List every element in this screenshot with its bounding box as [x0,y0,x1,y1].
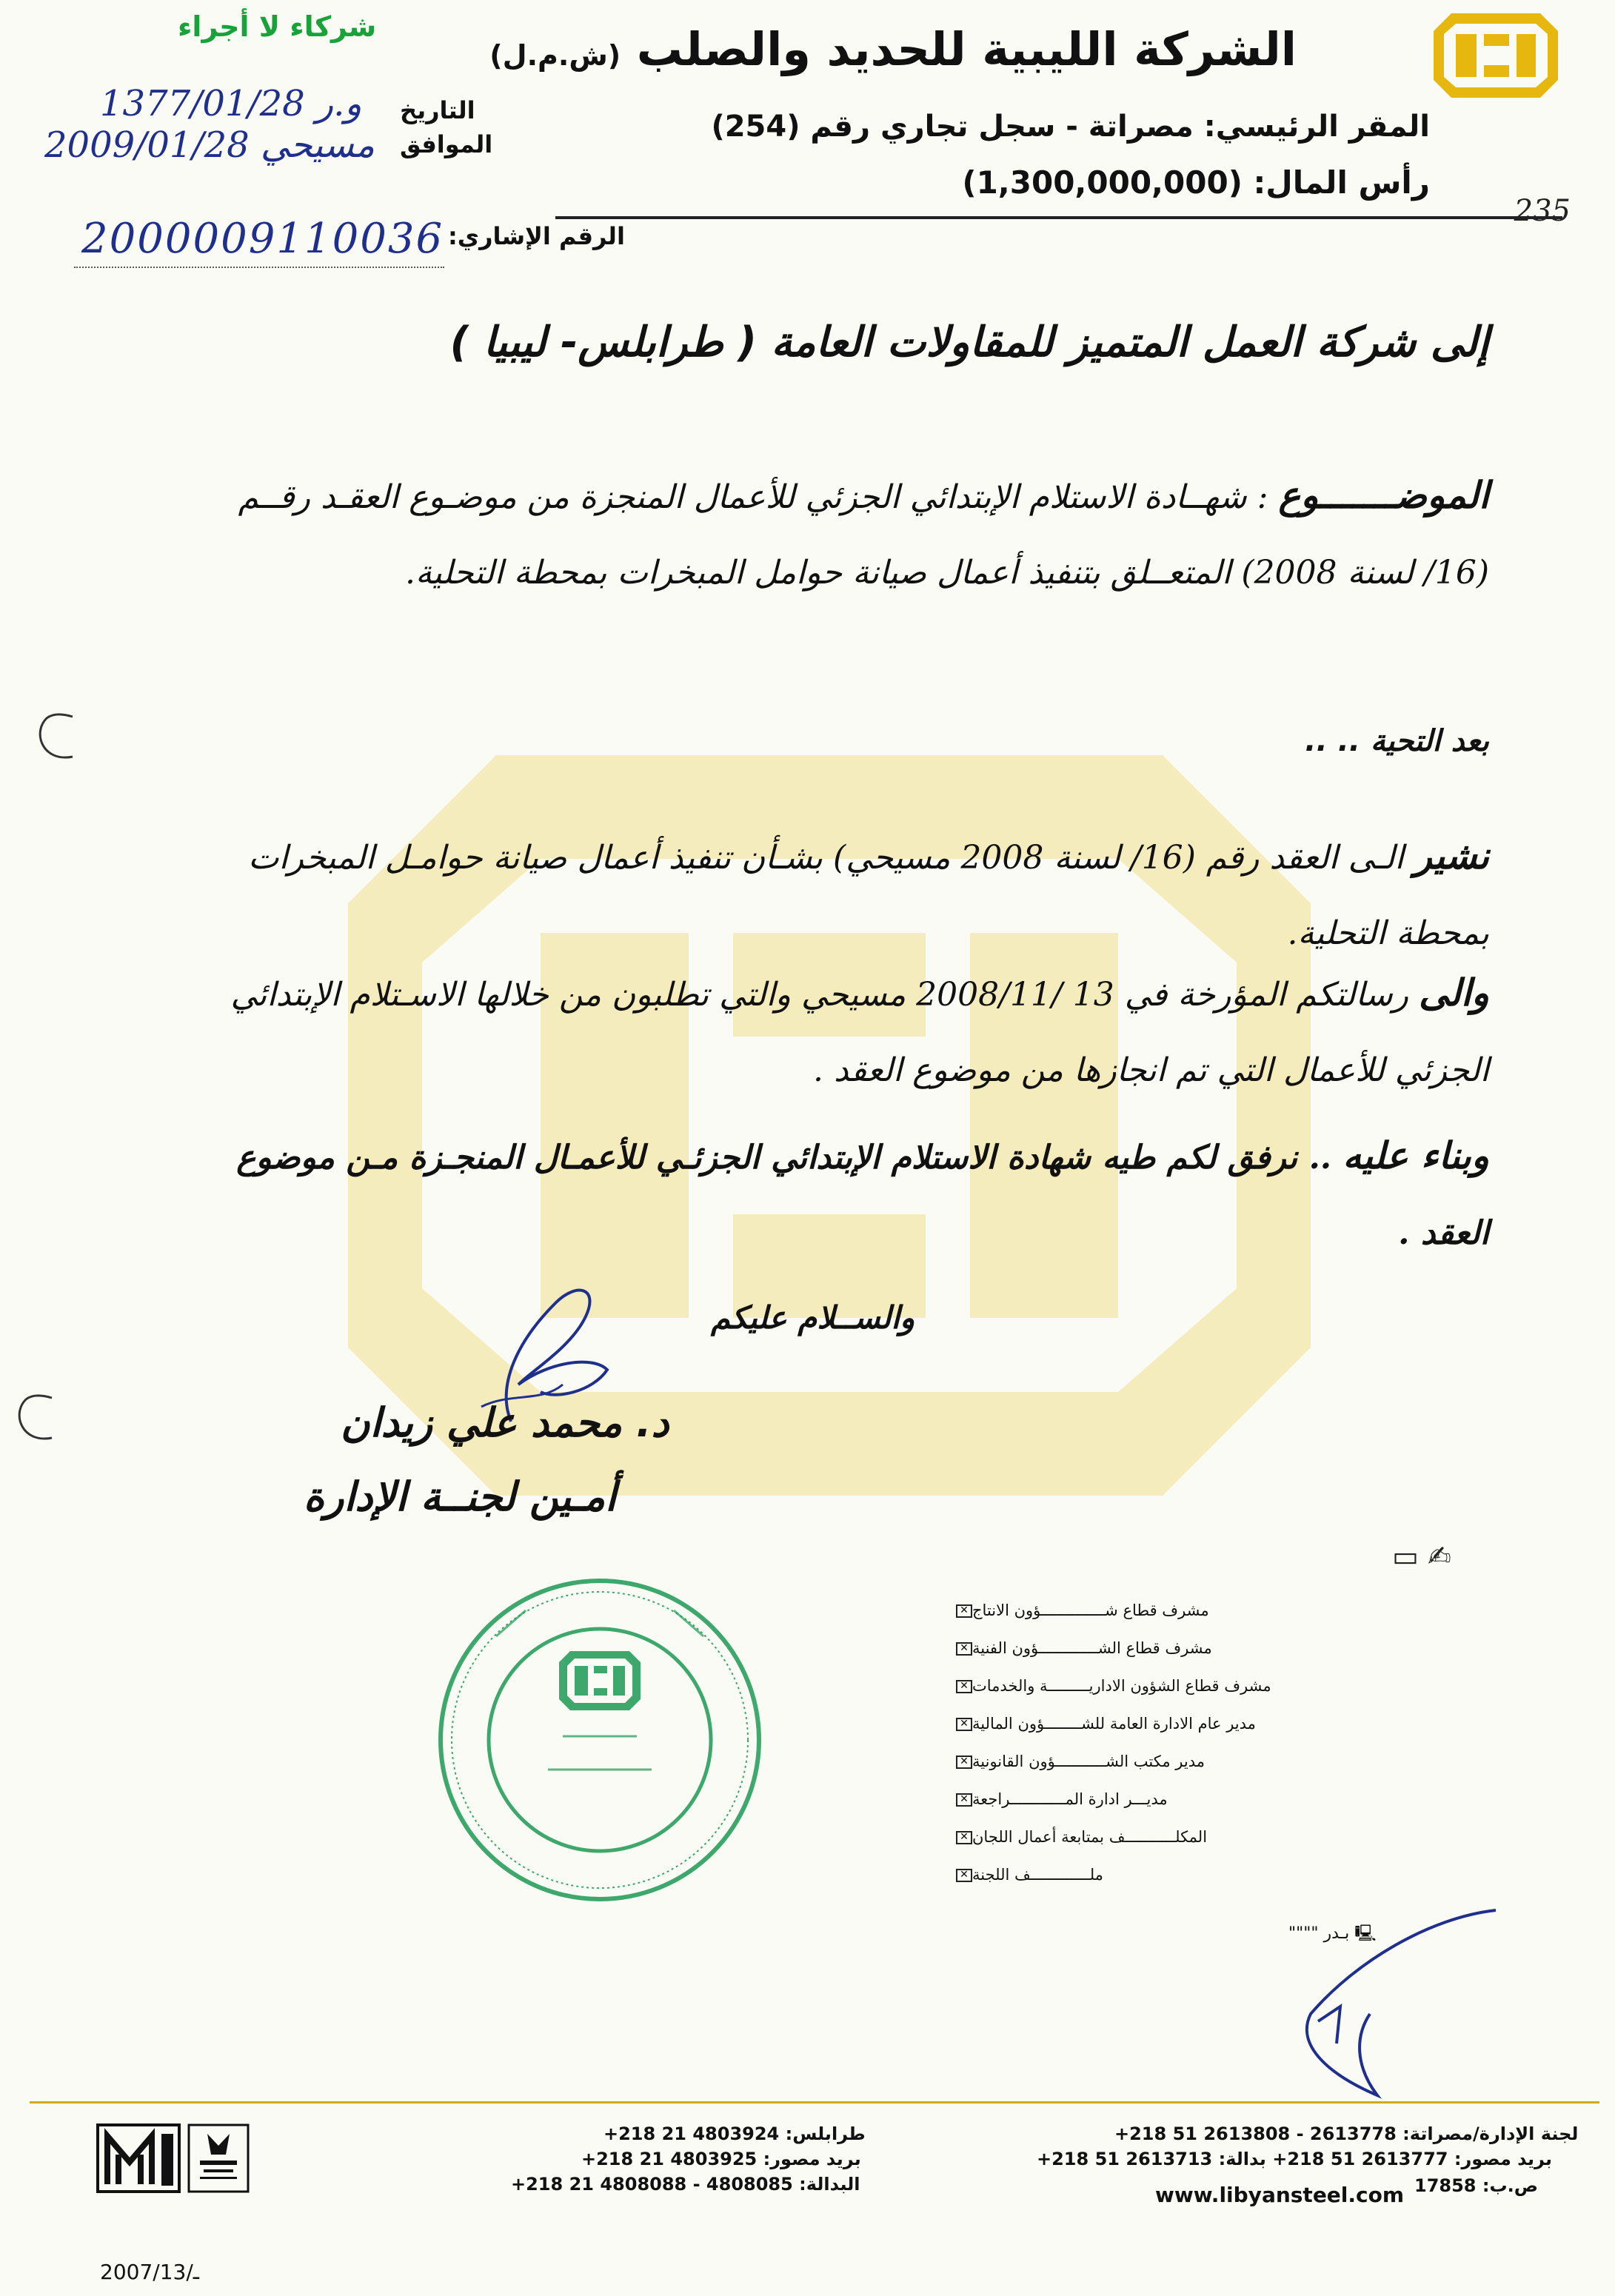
company-name-text: الشركة الليبية للحديد والصلب [636,22,1297,76]
reference-label: الرقم الإشاري: [448,222,625,250]
list-item [949,1818,1467,1856]
date-label: التاريخ [400,96,475,124]
envelope-icon: ✕ [956,1642,972,1656]
corresponding-date-value: 2009/01/28 مسيحي [44,124,375,166]
company-logo-icon [1429,7,1562,104]
recipient-line: إلى شركة العمل المتميز للمقاولات العامة ( طرابلس- ليبيا ) [449,318,1489,367]
company-name [489,22,1297,76]
list-item [949,1743,1467,1781]
distribution-item-label: ملـــــــــــــف اللجنة [972,1866,1103,1884]
distribution-item-label: مشرف قطاع شــــــــــــــؤون الانتاج [972,1601,1209,1619]
list-item [949,1705,1467,1743]
reference-underline [74,265,444,268]
distribution-item-label: مشرف قطاع الشـــــــــــــؤون الفنية [972,1639,1212,1657]
form-number: 2007/13/ـ [100,2260,199,2284]
distribution-item-label: مدير عام الادارة العامة للشــــــــؤون المالية [972,1715,1256,1733]
footer-misurata-phones: لجنة الإدارة/مصراتة: 2613778 - 2613808 51 218+ [1114,2123,1579,2144]
list-item [949,1592,1467,1630]
footer-divider [30,2101,1599,2103]
footer-misurata-fax: بريد مصور: 2613777 51 218+ بدالة: 2613713 51 218+ [1037,2149,1552,2169]
official-stamp [429,1570,770,1910]
list-item [949,1630,1467,1667]
paragraph-3-text: .. نرفق لكم طيه شهادة الاستلام الإبتدائي الجزئـي للأعمـال المنجـزة مـن موضوع العقد . [236,1139,1489,1252]
envelope-icon: ✕ [956,1680,972,1693]
corresponding-date-label: الموافق [400,130,493,158]
subject-lead: الموضـــــــوع [1278,474,1489,517]
company-abbrev: (ش.م.ل) [489,39,621,72]
cc-text: بـدر """" [1288,1924,1350,1943]
subject-text: : شهــادة الاستلام الإبتدائي الجزئي للأعمال المنجزة من موضـوع العقـد رقــم (16/ لسنة 2008) المتعــلق بتنفيذ أعمال صيانة حوامل المبخرات بمحطة التحلية. [238,478,1489,592]
distribution-item-label: المكلـــــــــــف بمتابعة أعمال اللجان [972,1828,1208,1846]
folder-icon: ▭ [1392,1540,1419,1573]
distribution-icons [1392,1540,1451,1573]
ukas-logo-icon [189,2125,248,2192]
distribution-item-label: مشرف قطاع الشؤون الاداريـــــــــة والخدمات [972,1677,1271,1695]
distribution-item-label: مدير مكتب الشـــــــــــؤون القانونية [972,1753,1205,1770]
list-item [949,1856,1467,1894]
punch-hole [28,711,80,763]
distribution-item-label: مديـــر ادارة المــــــــــــراجعة [972,1790,1168,1808]
capital-line: رأس المال: (1,300,000,000) [962,164,1430,201]
reference-value: 2000009110036 [81,215,444,263]
list-item [949,1781,1467,1818]
paragraph-2-text: رسالتكم المؤرخة في 13 /2008/11 مسيحي والتي تطلبون من خلالها الاسـتلام الإبتدائي الجزئي للأعمال التي تم انجازها من موضوع العقد . [230,976,1489,1089]
footer-tripoli-fax: بريد مصور: 4803925 21 218+ [581,2149,861,2169]
envelope-icon: ✕ [956,1718,972,1731]
signer-name: د. محمد علي زيدان [341,1399,669,1446]
pen-icon: ✍ [1428,1540,1451,1573]
signer-title: أمـين لجنــة الإدارة [304,1473,617,1520]
paragraph-3 [215,1118,1489,1271]
date-value: 1377/01/28 و.ر [100,83,362,124]
paragraph-1-lead: نشير [1414,834,1489,877]
handwritten-initials [1207,1895,1503,2103]
paragraph-1-text: الـى العقد رقم (16/ لسنة 2008 مسيحي) بشـأن تنفيذ أعمال صيانة حوامـل المبخرات بمحطة التحلية. [248,839,1489,952]
paragraph-3-lead: وبناء عليه [1343,1134,1489,1177]
footer-tripoli-switchboard: البدالة: 4808085 - 4808088 21 218+ [511,2174,860,2195]
footer-tripoli-phone: طرابلس: 4803924 21 218+ [603,2123,866,2144]
header-divider [555,216,1562,219]
footer-website-link[interactable]: www.libyansteel.com [1155,2183,1405,2207]
envelope-icon: ✕ [956,1756,972,1769]
paragraph-2-lead: والى [1419,971,1489,1014]
distribution-list [949,1592,1467,1894]
envelope-icon: ✕ [956,1831,972,1844]
list-item [949,1667,1467,1705]
paragraph-1 [215,818,1489,971]
computer-icon: 🖳 [1354,1924,1377,1943]
greeting: بعد التحية .. .. [1305,724,1489,758]
closing-salutation: والســلام عليكم [711,1299,915,1336]
headquarters-line: المقر الرئيسي: مصراتة - سجل تجاري رقم (254) [711,110,1430,144]
subject-paragraph [215,458,1489,611]
paragraph-2 [215,955,1489,1108]
envelope-icon: ✕ [956,1869,972,1882]
punch-hole [7,1392,59,1444]
page-number: 235 [1514,194,1571,228]
envelope-icon: ✕ [956,1604,972,1618]
footer-po-box: ص.ب: 17858 [1414,2175,1538,2196]
envelope-icon: ✕ [956,1793,972,1807]
certification-logos [96,2118,252,2199]
slogan: شركاء لا أجراء [178,10,377,43]
